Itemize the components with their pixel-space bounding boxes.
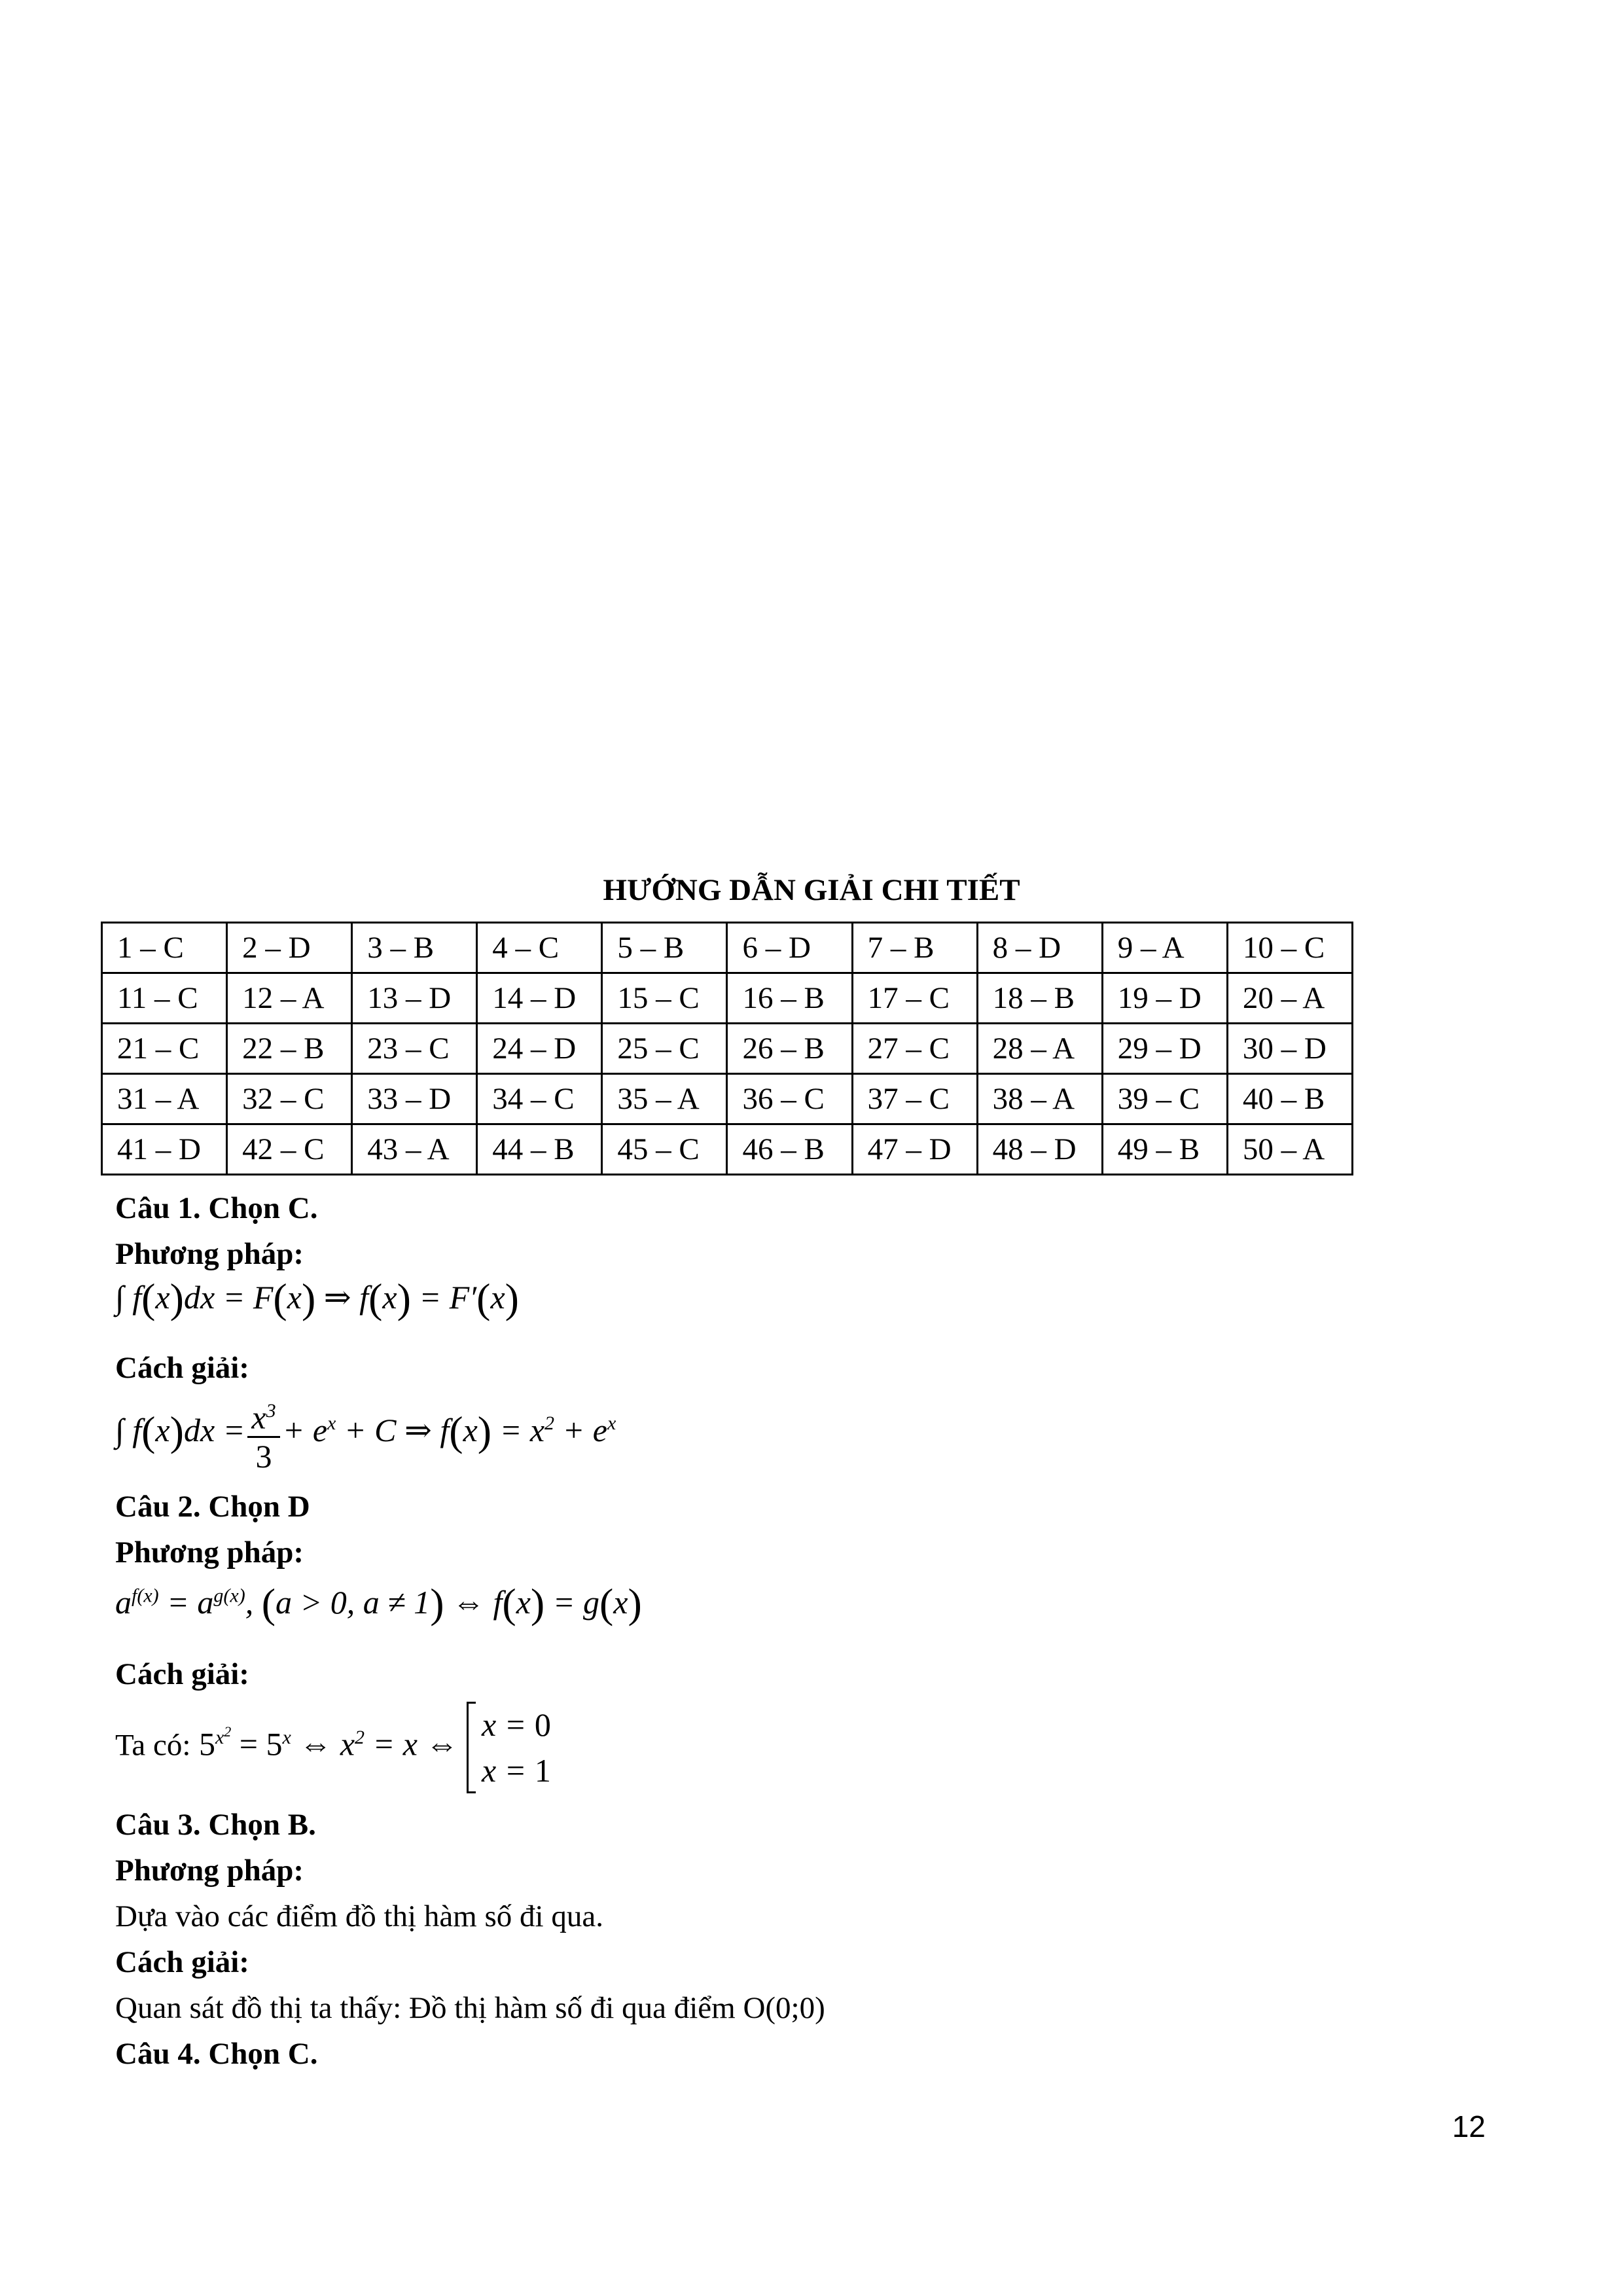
answer-cell: 28 – A — [977, 1024, 1102, 1074]
q1-method-formula: ∫ f(x)dx = F(x) ⇒ f(x) = F′(x) — [115, 1275, 519, 1321]
answer-cell: 12 – A — [227, 973, 352, 1024]
answer-cell: 1 – C — [102, 923, 227, 973]
answer-cell: 50 – A — [1227, 1124, 1352, 1175]
answer-cell: 37 – C — [852, 1074, 977, 1124]
answer-cell: 14 – D — [477, 973, 602, 1024]
q2-intro: Ta có: — [115, 1728, 191, 1763]
answer-cell: 45 – C — [602, 1124, 727, 1175]
q1-solution-label: Cách giải: — [115, 1351, 249, 1385]
q4-heading: Câu 4. Chọn C. — [115, 2037, 318, 2071]
answer-cell: 22 – B — [227, 1024, 352, 1074]
q3-method-label: Phương pháp: — [115, 1854, 304, 1888]
answer-cell: 18 – B — [977, 973, 1102, 1024]
answer-cell: 4 – C — [477, 923, 602, 973]
q3-method-text: Dựa vào các điểm đồ thị hàm số đi qua. — [115, 1899, 603, 1933]
q3-solution-label: Cách giải: — [115, 1945, 249, 1979]
answer-cell: 6 – D — [727, 923, 852, 973]
answer-cell: 27 – C — [852, 1024, 977, 1074]
answer-row — [102, 923, 1353, 973]
answer-cell: 19 – D — [1102, 973, 1227, 1024]
answer-cell: 9 – A — [1102, 923, 1227, 973]
answer-cell: 10 – C — [1227, 923, 1352, 973]
answer-cell: 3 – B — [352, 923, 477, 973]
answer-cell: 25 – C — [602, 1024, 727, 1074]
answer-row — [102, 1024, 1353, 1074]
answer-cell: 13 – D — [352, 973, 477, 1024]
answer-cell: 34 – C — [477, 1074, 602, 1124]
answer-cell: 47 – D — [852, 1124, 977, 1175]
answer-row — [102, 1074, 1353, 1124]
answer-cell: 23 – C — [352, 1024, 477, 1074]
q1-method-label: Phương pháp: — [115, 1237, 304, 1271]
q2-heading: Câu 2. Chọn D — [115, 1490, 310, 1524]
answer-cell: 42 – C — [227, 1124, 352, 1175]
q1-heading: Câu 1. Chọn C. — [115, 1191, 318, 1225]
answer-cell: 26 – B — [727, 1024, 852, 1074]
answer-row — [102, 1124, 1353, 1175]
answer-cell: 40 – B — [1227, 1074, 1352, 1124]
q1-solution-formula: ∫ f(x)dx = $\frac{x^3}{3}$ + $e^x + C$ ⇒ $f(x) = x^2 + e^x$ — [115, 1393, 616, 1475]
answer-cell: 16 – B — [727, 973, 852, 1024]
answer-cell: 49 – B — [1102, 1124, 1227, 1175]
answer-cell: 36 – C — [727, 1074, 852, 1124]
answer-cell: 43 – A — [352, 1124, 477, 1175]
answer-cell: 11 – C — [102, 973, 227, 1024]
answer-cell: 38 – A — [977, 1074, 1102, 1124]
answer-cell: 32 – C — [227, 1074, 352, 1124]
answer-cell: 39 – C — [1102, 1074, 1227, 1124]
q2-method-formula: $a^{f(x)} = a^{g(x)}$, (a > 0, a ≠ 1) ⇔ f(x) = g(x) — [115, 1580, 642, 1626]
answer-row — [102, 973, 1353, 1024]
q3-solution-text: Quan sát đồ thị ta thấy: Đồ thị hàm số đi qua điểm O(0;0) — [115, 1991, 825, 2025]
answer-cell: 21 – C — [102, 1024, 227, 1074]
answer-cell: 35 – A — [602, 1074, 727, 1124]
answer-table — [101, 922, 1353, 1175]
answer-cell: 31 – A — [102, 1074, 227, 1124]
q2-solution-formula: Ta có: $5^{x^2} = 5^x$ ⇔ $x^2 = x$ ⇔ x = 0 x = 1 — [115, 1702, 551, 1793]
q2-method-label: Phương pháp: — [115, 1535, 304, 1570]
answer-cell: 15 – C — [602, 973, 727, 1024]
page-title: HƯỚNG DẪN GIẢI CHI TIẾT — [603, 873, 1020, 907]
answer-cell: 30 – D — [1227, 1024, 1352, 1074]
answer-cell: 33 – D — [352, 1074, 477, 1124]
answer-cell: 20 – A — [1227, 973, 1352, 1024]
q2-solution-label: Cách giải: — [115, 1657, 249, 1691]
page-number: 12 — [1452, 2109, 1486, 2144]
answer-cell: 41 – D — [102, 1124, 227, 1175]
answer-cell: 7 – B — [852, 923, 977, 973]
answer-cell: 2 – D — [227, 923, 352, 973]
answer-cell: 29 – D — [1102, 1024, 1227, 1074]
answer-cell: 44 – B — [477, 1124, 602, 1175]
answer-cell: 46 – B — [727, 1124, 852, 1175]
answer-cell: 17 – C — [852, 973, 977, 1024]
answer-cell: 24 – D — [477, 1024, 602, 1074]
answer-cell: 8 – D — [977, 923, 1102, 973]
answer-cell: 5 – B — [602, 923, 727, 973]
answer-cell: 48 – D — [977, 1124, 1102, 1175]
q3-heading: Câu 3. Chọn B. — [115, 1808, 316, 1842]
